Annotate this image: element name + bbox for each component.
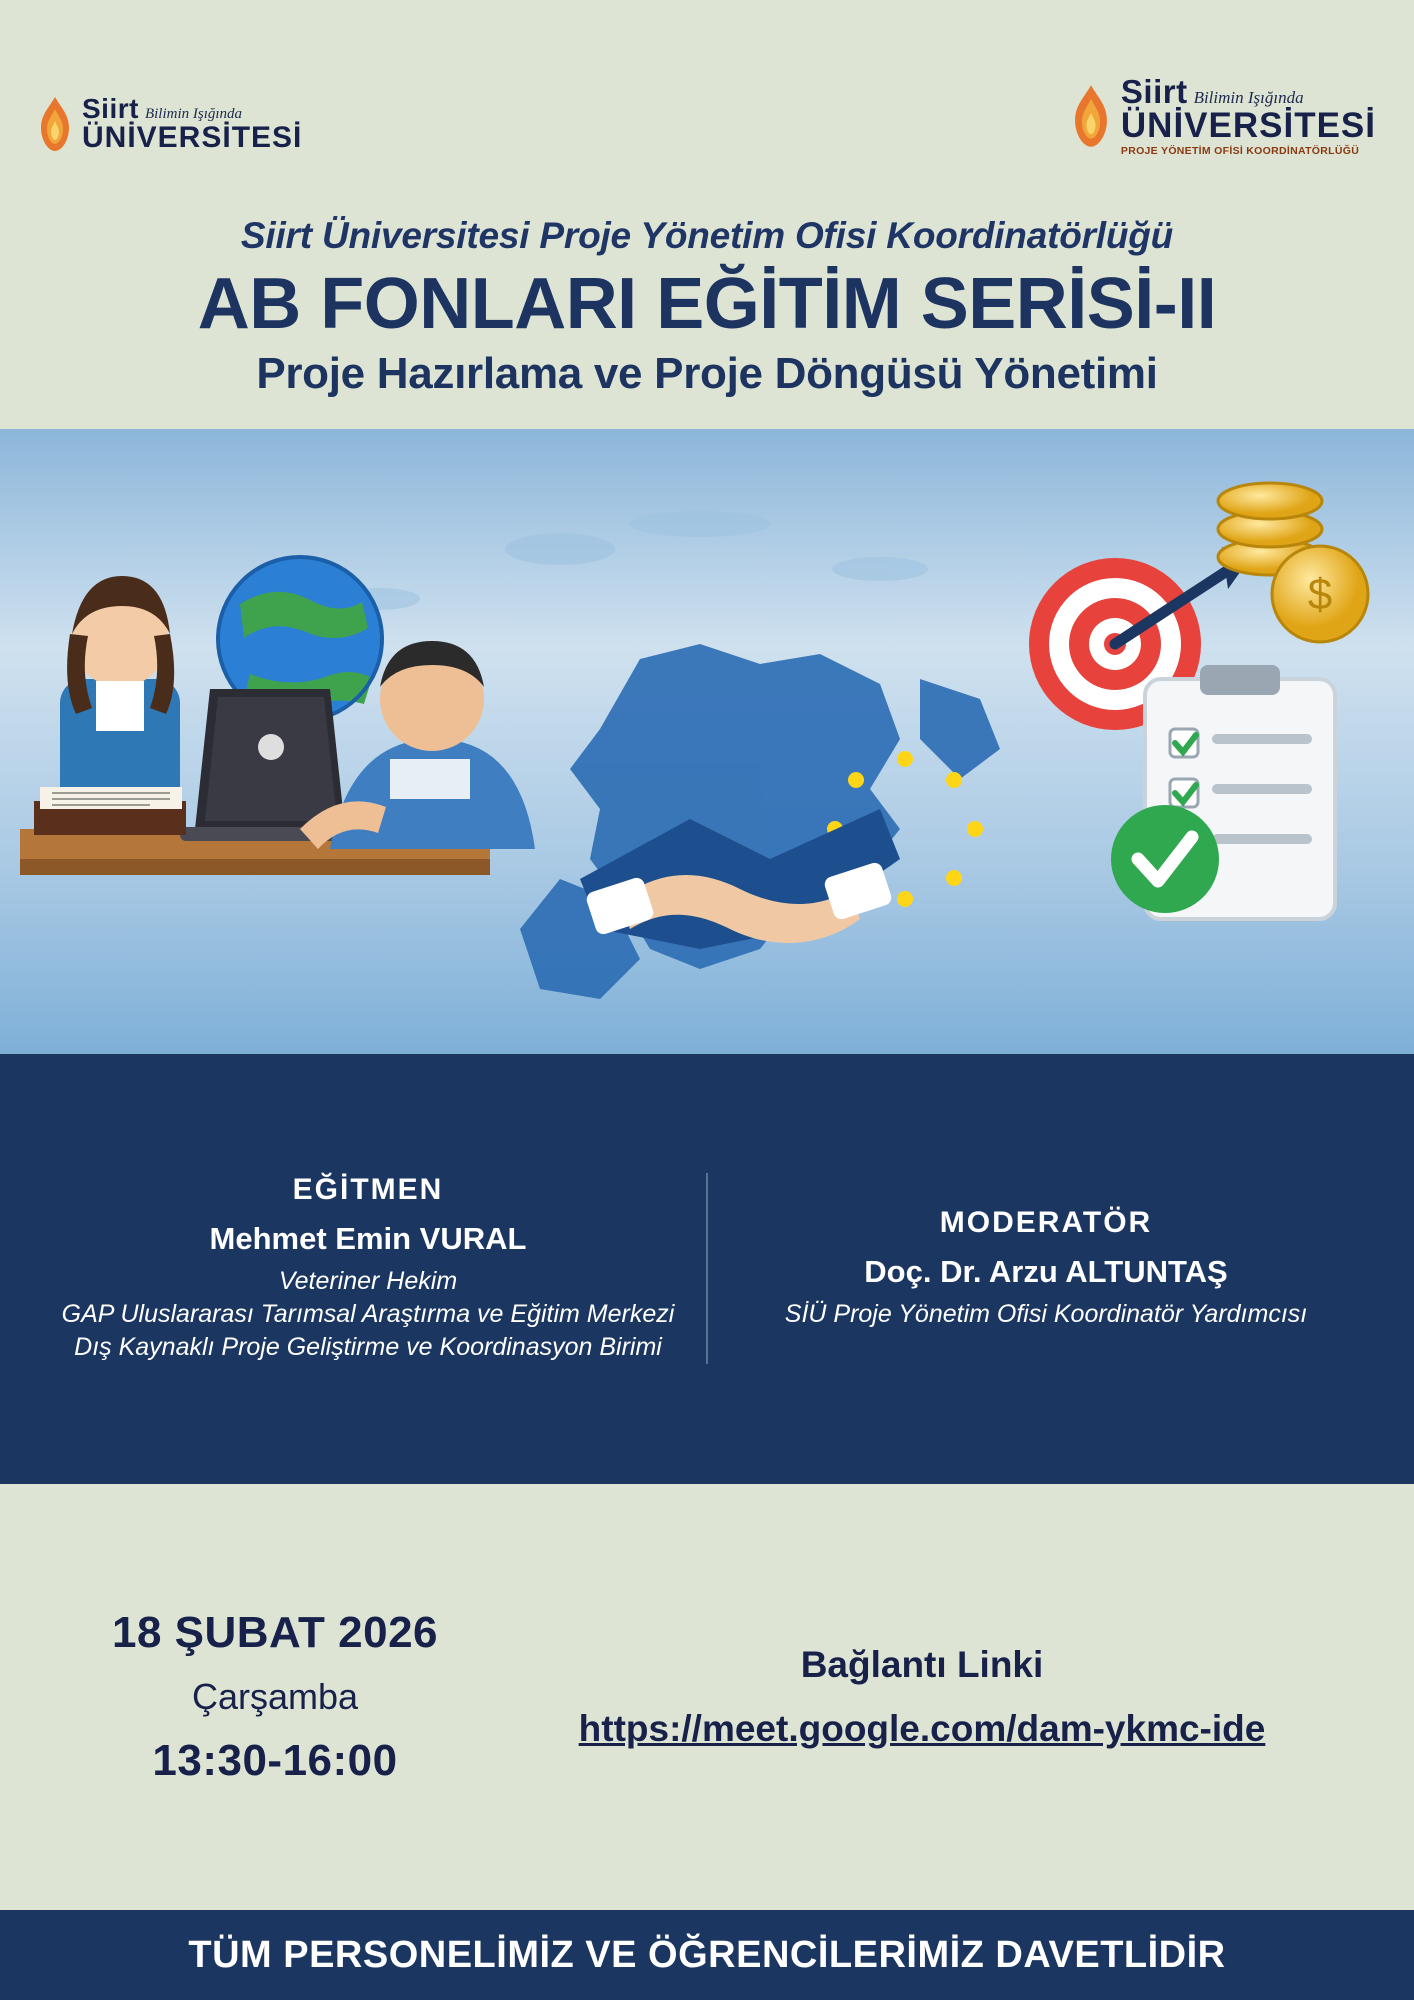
book <box>34 787 186 835</box>
moderator-name: Doç. Dr. Arzu ALTUNTAŞ <box>864 1254 1228 1290</box>
hero-illustration <box>0 429 1414 1054</box>
event-date-block <box>60 1608 490 1786</box>
poster-subtitle: Proje Hazırlama ve Proje Döngüsü Yönetimi <box>256 348 1158 398</box>
svg-text:$: $ <box>1307 569 1333 619</box>
moderator-role-label: MODERATÖR <box>939 1206 1153 1240</box>
trainer-block <box>30 1173 708 1364</box>
poster-kicker: Siirt Üniversitesi Proje Yönetim Ofisi Koordinatörlüğü <box>240 215 1174 256</box>
trainer-name: Mehmet Emin VURAL <box>209 1221 527 1257</box>
logo-right-name: Siirt <box>1120 73 1188 110</box>
moderator-block <box>708 1206 1384 1331</box>
trainer-title: Veteriner Hekim <box>278 1267 458 1296</box>
green-check-icon <box>1111 805 1219 913</box>
logo-right-office: PROJE YÖNETİM OFİSİ KOORDİNATÖRLÜĞÜ <box>1120 145 1360 157</box>
event-day: Çarşamba <box>191 1675 359 1717</box>
link-label: Bağlantı Linki <box>800 1643 1044 1685</box>
invitation-footer: TÜM PERSONELİMİZ VE ÖĞRENCİLERİMİZ DAVETLİDİR <box>0 1910 1414 2000</box>
flame-icon <box>1071 83 1111 149</box>
clipboard-checklist-icon <box>1111 665 1335 919</box>
logo-left-name: Siirt <box>82 93 139 124</box>
event-link-block <box>490 1644 1354 1750</box>
logo-left-motto: Bilimin Işığında <box>144 106 243 122</box>
logo-left-text <box>82 95 302 153</box>
meeting-link[interactable]: https://meet.google.com/dam-ykmc-ide <box>578 1707 1266 1749</box>
logo-left-sub: ÜNİVERSİTESİ <box>82 121 303 154</box>
logo-bar <box>0 0 1414 215</box>
event-time: 13:30-16:00 <box>152 1735 398 1785</box>
title-block <box>0 215 1414 429</box>
event-info-band <box>0 1484 1414 1910</box>
logo-right-motto: Bilimin Işığında <box>1193 88 1304 107</box>
logo-right-sub: ÜNİVERSİTESİ <box>1120 106 1376 145</box>
trainer-role-label: EĞİTMEN <box>292 1173 444 1207</box>
university-logo-left <box>38 95 302 153</box>
presenters-band <box>0 1054 1414 1484</box>
trainer-affiliation: GAP Uluslararası Tarımsal Araştırma ve Eğitim Merkezi Dış Kaynaklı Proje Geliştirme ve Koordinasyon Birimi <box>61 1300 675 1362</box>
flame-icon <box>38 95 72 153</box>
event-date: 18 ŞUBAT 2026 <box>111 1607 439 1657</box>
university-logo-right <box>1071 75 1376 157</box>
moderator-title: SİÜ Proje Yönetim Ofisi Koordinatör Yardımcısı <box>784 1300 1308 1329</box>
logo-right-text <box>1121 75 1376 157</box>
poster-title: AB FONLARI EĞİTİM SERİSİ-II <box>197 264 1217 344</box>
